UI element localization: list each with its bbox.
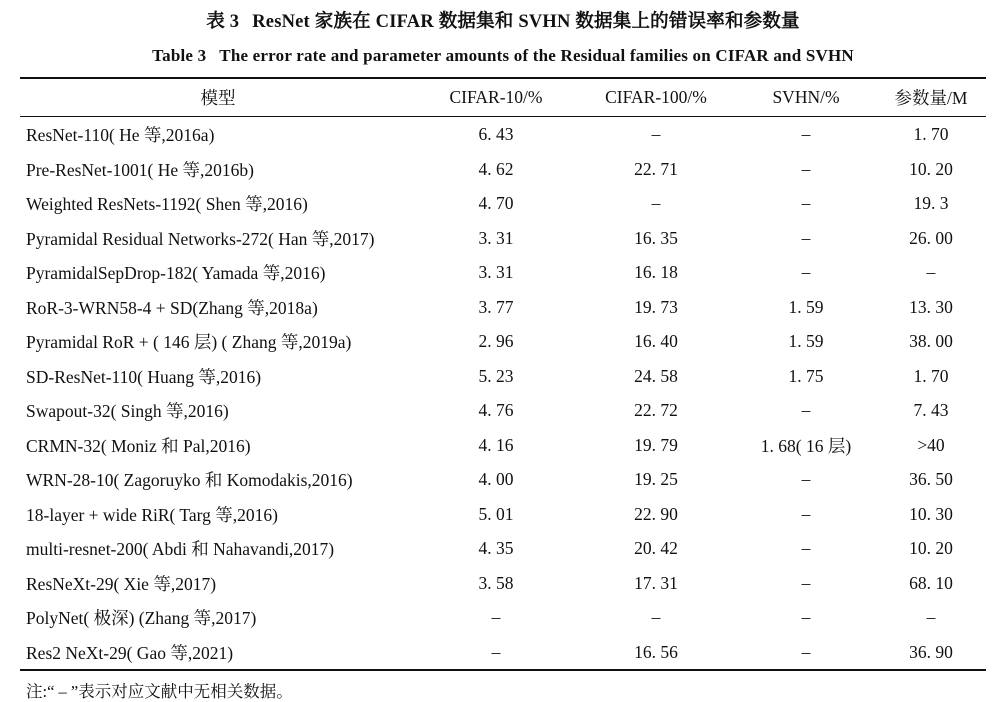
- cell-cifar100: 22. 71: [634, 158, 678, 179]
- cell-model: RoR-3-WRN58-4 + SD(Zhang 等,2018a): [26, 297, 318, 318]
- caption-chinese-text: ResNet 家族在 CIFAR 数据集和 SVHN 数据集上的错误率和参数量: [252, 12, 800, 32]
- cell-svhn: –: [801, 641, 811, 662]
- cell-params: –: [926, 607, 936, 627]
- cell-model: ResNeXt-29( Xie 等,2017): [26, 573, 217, 594]
- cell-params: –: [926, 262, 936, 282]
- cell-model: WRN-28-10( Zagoruyko 和 Komodakis,2016): [26, 470, 353, 490]
- cell-cifar100: 20. 42: [634, 538, 678, 558]
- cell-cifar10: 4. 70: [478, 193, 514, 213]
- cell-cifar100: –: [576, 117, 736, 152]
- cell-cifar10: 6. 43: [416, 117, 576, 152]
- cell-cifar100: 19. 73: [634, 296, 678, 317]
- cell-svhn: –: [801, 158, 811, 179]
- cell-cifar10: 4. 62: [478, 158, 514, 179]
- cell-params: >40: [917, 434, 945, 455]
- cell-svhn: –: [801, 607, 811, 627]
- table-body: [20, 117, 986, 670]
- cell-svhn: 1. 68( 16 层): [760, 435, 852, 456]
- cell-cifar10: 3. 31: [478, 262, 514, 282]
- cell-svhn: –: [801, 193, 811, 213]
- cell-svhn: 1. 59: [788, 296, 824, 317]
- cell-model: CRMN-32( Moniz 和 Pal,2016): [26, 435, 251, 456]
- cell-cifar100: 16. 18: [634, 262, 678, 282]
- table-row: [20, 497, 986, 532]
- cell-svhn: –: [801, 538, 811, 558]
- cell-params: 36. 90: [909, 641, 953, 662]
- cell-params: 10. 20: [909, 158, 953, 179]
- cell-params: 13. 30: [909, 296, 953, 317]
- cell-params: 1. 70: [913, 365, 949, 386]
- cell-model: multi-resnet-200( Abdi 和 Nahavandi,2017): [26, 539, 335, 559]
- table-row: [20, 290, 986, 325]
- cell-params: 10. 20: [909, 538, 953, 558]
- cell-params: 68. 10: [909, 572, 953, 593]
- cell-cifar100: 22. 72: [634, 400, 678, 420]
- cell-cifar100: 24. 58: [634, 365, 678, 386]
- column-header-params: 参数量/M: [876, 78, 986, 117]
- cell-cifar10: 4. 35: [478, 538, 514, 558]
- caption-english-text: The error rate and parameter amounts of the Residual families on CIFAR and SVHN: [219, 45, 854, 65]
- caption-chinese-number: 表 3: [206, 12, 240, 32]
- table-row: [20, 635, 986, 670]
- header-row: [20, 78, 986, 117]
- table-row: [20, 531, 986, 566]
- table-header: [20, 78, 986, 117]
- cell-cifar100: 19. 79: [634, 434, 678, 455]
- cell-cifar10: 4. 00: [478, 469, 514, 489]
- cell-cifar100: 16. 35: [634, 227, 678, 248]
- cell-cifar10: 5. 23: [478, 365, 514, 386]
- cell-model: Swapout-32( Singh 等,2016): [26, 401, 229, 421]
- table-row: [20, 117, 986, 152]
- cell-svhn: 1. 75: [788, 365, 824, 386]
- table-row: [20, 393, 986, 428]
- cell-model: Pyramidal RoR + ( 146 层) ( Zhang 等,2019a): [26, 332, 352, 352]
- caption-english-number: Table 3: [152, 45, 207, 65]
- cell-cifar10: 4. 16: [478, 434, 514, 455]
- table-row: [20, 566, 986, 601]
- cell-params: 36. 50: [909, 469, 953, 489]
- cell-svhn: 1. 59: [788, 331, 824, 351]
- cell-svhn: –: [801, 503, 811, 524]
- cell-svhn: –: [801, 227, 811, 248]
- cell-cifar100: 19. 25: [634, 469, 678, 489]
- cell-svhn: –: [736, 117, 876, 152]
- caption-english: [0, 37, 1006, 78]
- table-wrapper: [20, 77, 986, 702]
- cell-svhn: –: [801, 469, 811, 489]
- cell-cifar10: 2. 96: [478, 331, 514, 351]
- cell-model: 18-layer + wide RiR( Targ 等,2016): [26, 504, 278, 525]
- cell-model: Weighted ResNets-1192( Shen 等,2016): [26, 194, 308, 214]
- table-row: [20, 600, 986, 635]
- table-row: [20, 186, 986, 221]
- cell-cifar100: 16. 56: [634, 641, 678, 662]
- table-row: [20, 324, 986, 359]
- column-header-cifar100: CIFAR-100/%: [576, 78, 736, 117]
- cell-params: 38. 00: [909, 331, 953, 351]
- cell-model: Pre-ResNet-1001( He 等,2016b): [26, 159, 254, 180]
- cell-cifar100: 22. 90: [634, 503, 678, 524]
- cell-model: PolyNet( 极深) (Zhang 等,2017): [26, 608, 257, 628]
- cell-cifar100: –: [651, 607, 661, 627]
- table-row: [20, 428, 986, 463]
- cell-params: 26. 00: [909, 227, 953, 248]
- table-row: [20, 255, 986, 290]
- cell-cifar10: 4. 76: [478, 400, 514, 420]
- cell-svhn: –: [801, 400, 811, 420]
- cell-params: 19. 3: [913, 193, 949, 213]
- cell-cifar10: 3. 58: [478, 572, 514, 593]
- column-header-cifar10: CIFAR-10/%: [416, 78, 576, 117]
- cell-cifar10: 5. 01: [478, 503, 514, 524]
- column-header-svhn: SVHN/%: [736, 78, 876, 117]
- cell-model: ResNet-110( He 等,2016a): [20, 117, 416, 152]
- table-row: [20, 462, 986, 497]
- cell-cifar10: –: [491, 641, 501, 662]
- cell-model: PyramidalSepDrop-182( Yamada 等,2016): [26, 263, 326, 283]
- table-row: [20, 359, 986, 394]
- table-row: [20, 221, 986, 256]
- cell-svhn: –: [801, 262, 811, 282]
- cell-model: Res2 NeXt-29( Gao 等,2021): [26, 642, 234, 663]
- cell-cifar10: –: [491, 607, 501, 627]
- cell-model: SD-ResNet-110( Huang 等,2016): [26, 366, 262, 387]
- column-header-model: 模型: [20, 78, 416, 117]
- cell-params: 10. 30: [909, 503, 953, 524]
- cell-svhn: –: [801, 572, 811, 593]
- caption-chinese: [0, 0, 1006, 37]
- cell-cifar10: 3. 77: [478, 296, 514, 317]
- cell-cifar100: 16. 40: [634, 331, 678, 351]
- cell-cifar100: –: [651, 193, 661, 213]
- results-table: [20, 77, 986, 669]
- cell-cifar100: 17. 31: [634, 572, 678, 593]
- cell-model: Pyramidal Residual Networks-272( Han 等,2017): [26, 228, 375, 249]
- table-note: 注:“ – ”表示对应文献中无相关数据。: [26, 682, 293, 702]
- cell-params: 7. 43: [913, 400, 949, 420]
- cell-params: 1. 70: [876, 117, 986, 152]
- table-row: [20, 152, 986, 187]
- cell-cifar10: 3. 31: [478, 227, 514, 248]
